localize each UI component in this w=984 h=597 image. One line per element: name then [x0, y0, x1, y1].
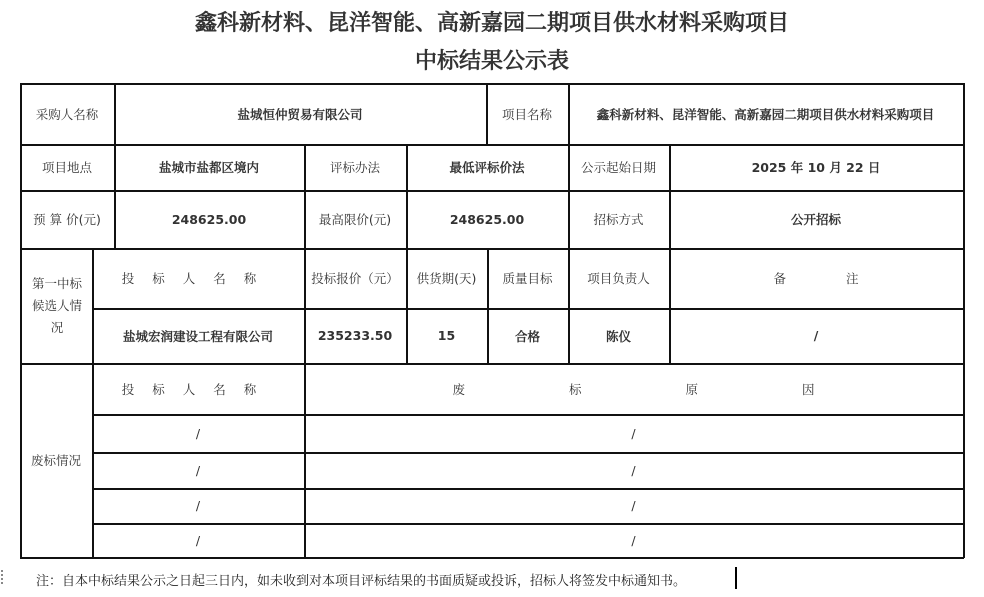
tender-method-value: 公开招标: [790, 212, 841, 227]
table-border-right: [963, 83, 965, 558]
candidate-header-bidder: 投标人名称: [121, 271, 275, 286]
rejected-row-bidder: /: [195, 498, 201, 513]
publish-date-label: 公示起始日期: [580, 160, 656, 175]
text-cursor: [735, 567, 737, 589]
document-title: 鑫科新材料、昆洋智能、高新嘉园二期项目供水材料采购项目: [194, 10, 789, 36]
document-subtitle: 中标结果公示表: [414, 48, 569, 74]
budget-label: 预 算 价(元): [33, 212, 101, 227]
rejected-header-bidder: 投标人名称: [121, 381, 275, 397]
candidate-header-price: 投标报价（元）: [311, 271, 399, 286]
rejected-header-reason: 废标原因: [452, 381, 919, 397]
table-border-bottom: [20, 557, 964, 559]
publish-date-value: 2025 年 10 月 22 日: [751, 160, 881, 175]
candidate-header-remark: 备注: [773, 271, 919, 286]
eval-method-label: 评标办法: [329, 160, 380, 175]
max-price-label: 最高限价(元): [318, 212, 392, 227]
drag-handle-icon[interactable]: [0, 570, 6, 586]
candidate-header-manager: 项目负责人: [587, 271, 650, 286]
candidate-remark: /: [813, 328, 819, 343]
candidate-quality: 合格: [514, 328, 540, 344]
rejected-section-label: 废标情况: [30, 453, 81, 468]
project-name-value: 鑫科新材料、昆洋智能、高新嘉园二期项目供水材料采购项目: [596, 106, 935, 122]
rejected-row-reason: /: [631, 425, 636, 441]
rejected-row-bidder: /: [195, 425, 201, 441]
candidate-manager: 陈仪: [605, 328, 631, 344]
rejected-row-reason: /: [631, 532, 636, 548]
eval-method-value: 最低评标价法: [449, 160, 525, 175]
footer-note: 注：自本中标结果公示之日起三日内，如未收到对本项目评标结果的书面质疑或投诉，招标人将签发中标通知书。: [36, 574, 687, 589]
candidate-price: 235233.50: [317, 328, 393, 343]
candidate-section-label: 第一中标候选人情况: [31, 275, 82, 335]
candidate-header-quality: 质量目标: [502, 271, 553, 286]
rejected-row-reason: /: [631, 498, 636, 513]
rejected-row-bidder: /: [195, 462, 201, 478]
project-name-label: 项目名称: [501, 106, 552, 122]
location-label: 项目地点: [41, 160, 92, 175]
purchaser-value: 盐城恒仲贸易有限公司: [237, 106, 363, 122]
rejected-row-reason: /: [631, 462, 636, 478]
max-price-value: 248625.00: [449, 211, 525, 227]
candidate-header-delivery: 供货期(天): [416, 271, 477, 286]
budget-value: 248625.00: [171, 211, 247, 227]
location-value: 盐城市盐都区境内: [158, 160, 259, 175]
rejected-row-bidder: /: [195, 532, 201, 548]
tender-method-label: 招标方式: [593, 212, 644, 227]
candidate-delivery-days: 15: [437, 328, 456, 343]
purchaser-label: 采购人名称: [35, 106, 99, 122]
candidate-bidder: 盐城宏润建设工程有限公司: [122, 328, 273, 344]
